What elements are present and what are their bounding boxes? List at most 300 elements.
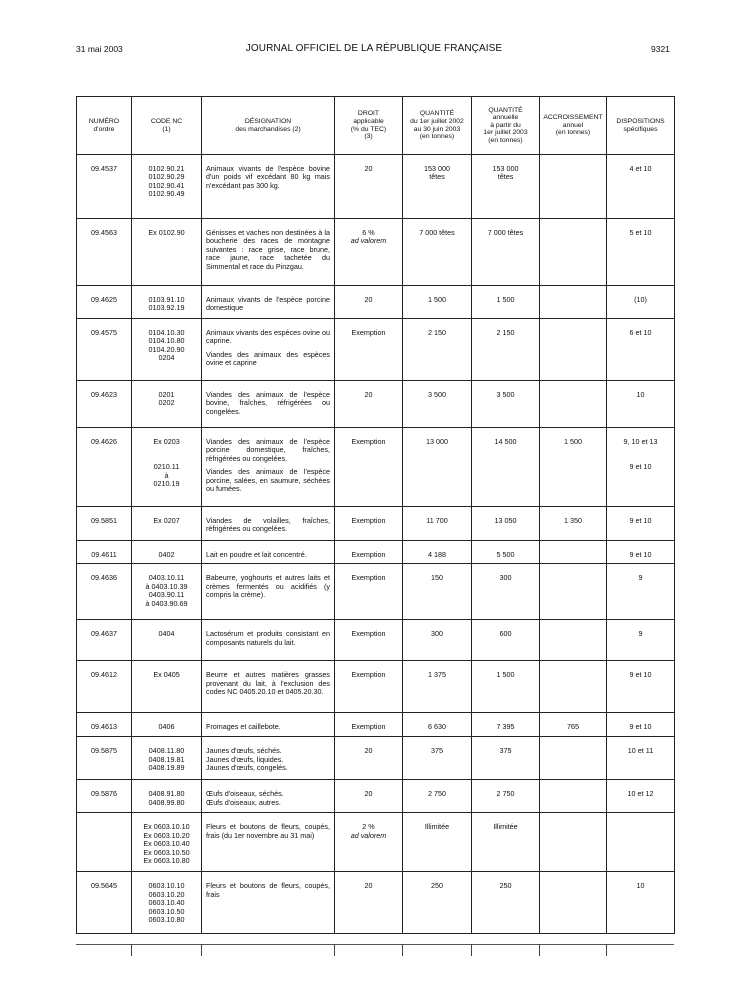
col-numero-header xyxy=(77,97,132,155)
annual-increase: 1 500 xyxy=(564,437,582,446)
header-line: (en tonnes) xyxy=(488,136,523,144)
table-row xyxy=(77,155,675,219)
increase-cell xyxy=(540,428,607,507)
annual-increase xyxy=(540,219,606,233)
nc-code-cell xyxy=(132,713,202,737)
column-divider xyxy=(471,944,472,956)
quantity-annual-cell xyxy=(472,813,540,872)
quantity-2002-cell xyxy=(403,286,472,319)
nc-code: 0408.91.80 xyxy=(148,789,185,799)
specific-provisions xyxy=(607,507,674,529)
provisions-cell xyxy=(607,319,675,381)
nc-code: 0408.11.80 xyxy=(148,746,185,756)
nc-code: à 0403.10.39 xyxy=(145,581,188,591)
provision-value: 9 et 10 xyxy=(629,462,652,472)
order-number-cell xyxy=(77,155,132,219)
duty-value: Exemption xyxy=(351,516,386,525)
header-line: DROIT xyxy=(357,110,380,118)
nc-code: Ex 0102.90 xyxy=(148,228,185,237)
increase-cell xyxy=(540,381,607,428)
increase-cell xyxy=(540,155,607,219)
nc-code: 0603.10.80 xyxy=(148,915,185,925)
quantity-2002-cell xyxy=(403,872,472,934)
designation xyxy=(202,286,334,317)
nc-code-cell xyxy=(132,286,202,319)
duty-value: 20 xyxy=(364,881,373,891)
increase-cell xyxy=(540,564,607,620)
quantity-annual xyxy=(472,219,539,241)
provisions-cell xyxy=(607,780,675,813)
table-row xyxy=(77,507,675,541)
nc-code: Ex 0603.10.20 xyxy=(143,830,190,840)
order-number-cell xyxy=(77,507,132,541)
nc-code: Ex 0603.10.10 xyxy=(143,822,190,832)
nc-code: 0408.19.81 xyxy=(148,754,185,764)
designation-cell xyxy=(202,286,335,319)
quantity-annual xyxy=(472,507,539,529)
designation-cell xyxy=(202,620,335,661)
increase-cell xyxy=(540,219,607,286)
provisions-cell xyxy=(607,155,675,219)
specific-provisions xyxy=(607,737,674,759)
designation xyxy=(202,319,334,372)
quantity-annual xyxy=(472,286,539,308)
provisions-cell xyxy=(607,219,675,286)
header-line: NUMÉRO xyxy=(88,117,120,125)
quantity-annual xyxy=(472,780,539,802)
nc-code-cell xyxy=(132,813,202,872)
nc-code: Ex 0603.10.50 xyxy=(143,847,190,857)
nc-code: Ex 0203 xyxy=(153,437,180,446)
nc-code: Ex 0405 xyxy=(153,670,180,680)
quantity-value: 7 000 têtes xyxy=(487,228,524,237)
quantity-annual xyxy=(472,541,539,563)
nc-code-list xyxy=(132,381,201,412)
specific-provisions xyxy=(607,872,674,894)
header-line: (3) xyxy=(364,133,373,141)
duty xyxy=(335,620,402,642)
duty-cell xyxy=(335,813,403,872)
nc-code-list xyxy=(132,713,201,735)
designation xyxy=(202,780,334,811)
designation-paragraph: Lactosérum et produits consistant en composants naturels du lait. xyxy=(206,629,330,647)
quantity-value: 7 395 xyxy=(496,722,515,732)
table-row xyxy=(77,219,675,286)
header-line: du 1er juillet 2002 xyxy=(410,117,464,125)
designation xyxy=(202,428,334,497)
increase-cell xyxy=(540,661,607,713)
provision-value: 10 xyxy=(636,390,645,399)
order-number: 09.4537 xyxy=(91,164,117,173)
duty-value: Exemption xyxy=(351,328,386,337)
quantity-annual xyxy=(472,661,539,683)
designation-paragraph: Génisses et vaches non destinées à la boucherie des races de montagne suivantes : race grise, race brune, race jaune, race tachetée du Simmental et race du Pinzgau. xyxy=(206,228,330,271)
quantity-2002 xyxy=(403,780,471,802)
duty-value: 6 % xyxy=(362,228,375,237)
increase-cell xyxy=(540,286,607,319)
designation-paragraph: Fleurs et boutons de fleurs, coupés, frais xyxy=(206,881,330,899)
col-code-nc-header xyxy=(132,97,202,155)
duty-value: Exemption xyxy=(351,670,386,680)
quantity-2002 xyxy=(403,620,471,642)
specific-provisions xyxy=(607,713,674,735)
designation-paragraph: Fleurs et boutons de fleurs, coupés, frais (du 1er novembre au 31 mai) xyxy=(206,822,330,840)
duty-value: ad valorem xyxy=(350,236,387,246)
column-divider xyxy=(539,944,540,956)
nc-code: 0402 xyxy=(158,550,175,559)
quantity-2002 xyxy=(403,872,471,894)
duty-cell xyxy=(335,541,403,564)
quantity-value: 375 xyxy=(499,746,512,756)
increase-cell xyxy=(540,872,607,934)
designation-cell xyxy=(202,661,335,713)
nc-code: 0406 xyxy=(158,722,175,732)
header-line: QUANTITÉ xyxy=(419,110,455,118)
nc-code-list xyxy=(132,507,201,529)
duty-cell xyxy=(335,713,403,737)
order-number-cell xyxy=(77,541,132,564)
designation-cell xyxy=(202,381,335,428)
order-number: 09.4637 xyxy=(91,629,117,639)
increase-cell xyxy=(540,620,607,661)
nc-code-cell xyxy=(132,541,202,564)
order-number-cell xyxy=(77,564,132,620)
nc-code: 0103.91.10 xyxy=(148,295,185,304)
designation-paragraph: Animaux vivants de l'espèce porcine domestique xyxy=(206,295,330,313)
provisions-cell xyxy=(607,813,675,872)
specific-provisions xyxy=(607,780,674,802)
quantity-value: Illimitée xyxy=(493,822,518,832)
provisions-cell xyxy=(607,737,675,780)
specific-provisions xyxy=(607,661,674,683)
order-number-cell xyxy=(77,620,132,661)
order-number-cell xyxy=(77,428,132,507)
duty-value: Exemption xyxy=(351,573,386,583)
quantity-annual-cell xyxy=(472,381,540,428)
nc-code: 0102.90.41 xyxy=(148,180,185,190)
designation xyxy=(202,564,334,603)
quantity-value: 14 500 xyxy=(494,437,517,446)
specific-provisions xyxy=(607,564,674,586)
quantity-value: têtes xyxy=(429,172,445,182)
nc-code-cell xyxy=(132,155,202,219)
duty-value: 20 xyxy=(364,390,373,399)
order-number-cell xyxy=(77,381,132,428)
nc-code-cell xyxy=(132,620,202,661)
specific-provisions xyxy=(607,155,674,177)
designation xyxy=(202,381,334,420)
column-divider xyxy=(201,944,202,956)
quantity-annual xyxy=(472,155,539,186)
table-continuation-rule xyxy=(76,944,674,945)
designation-paragraph: Lait en poudre et lait concentré. xyxy=(206,550,307,559)
provision-value: 9 et 10 xyxy=(629,516,652,525)
annual-increase xyxy=(540,780,606,794)
designation-line: Jaunes d'œufs, séchés. xyxy=(206,746,282,756)
table-row xyxy=(77,428,675,507)
duty-value: ad valorem xyxy=(350,830,387,840)
quantity-value: 4 188 xyxy=(428,550,446,559)
header-line: à partir du xyxy=(490,121,521,129)
column-divider xyxy=(606,944,607,956)
quantity-2002 xyxy=(403,564,471,586)
increase-cell xyxy=(540,541,607,564)
header-line: QUANTITÉ xyxy=(488,106,523,114)
quantity-annual xyxy=(472,564,539,586)
annual-increase xyxy=(540,564,606,578)
designation-cell xyxy=(202,319,335,381)
quantity-2002-cell xyxy=(403,620,472,661)
quantity-value: 13 050 xyxy=(494,516,517,525)
provisions-cell xyxy=(607,381,675,428)
duty-value: Exemption xyxy=(351,722,386,732)
table-row xyxy=(77,286,675,319)
duty xyxy=(335,813,402,844)
annual-increase: 765 xyxy=(567,722,579,732)
designation-paragraph: Viandes des animaux de l'espèce porcine, salées, en saumure, séchées ou fumées. xyxy=(206,467,330,494)
nc-code: 0603.10.40 xyxy=(148,898,185,908)
provision-value: 9 xyxy=(638,573,643,583)
duty-value: Exemption xyxy=(351,629,386,639)
duty-cell xyxy=(335,507,403,541)
header-date: 31 mai 2003 xyxy=(76,44,123,54)
order-number: 09.4623 xyxy=(91,390,117,399)
nc-code-list xyxy=(132,620,201,642)
header-line: (en tonnes) xyxy=(419,133,455,141)
table-row xyxy=(77,381,675,428)
designation-cell xyxy=(202,737,335,780)
specific-provisions xyxy=(607,286,674,308)
order-number-cell xyxy=(77,286,132,319)
designation xyxy=(202,541,334,563)
duty xyxy=(335,780,402,802)
quantity-value: 3 500 xyxy=(428,390,446,399)
quantity-value: 1 375 xyxy=(428,670,446,680)
quantity-value: 250 xyxy=(431,881,443,891)
annual-increase xyxy=(540,319,606,333)
nc-code-list xyxy=(132,286,201,317)
duty-value: 20 xyxy=(364,789,373,799)
designation-cell xyxy=(202,428,335,507)
provision-value: 5 et 10 xyxy=(629,228,652,237)
designation-paragraph: Babeurre, yoghourts et autres laits et crèmes fermentés ou acidifiés (y compris la crème). xyxy=(206,573,330,600)
nc-code-cell xyxy=(132,381,202,428)
designation-cell xyxy=(202,155,335,219)
page-header xyxy=(0,42,748,58)
nc-code-cell xyxy=(132,661,202,713)
quantity-value: 153 000 xyxy=(492,164,519,173)
nc-code-cell xyxy=(132,428,202,507)
quantity-2002-cell xyxy=(403,780,472,813)
order-number-cell xyxy=(77,872,132,934)
quantity-2002 xyxy=(403,713,471,735)
duty-cell xyxy=(335,286,403,319)
designation-cell xyxy=(202,872,335,934)
quantity-annual-cell xyxy=(472,713,540,737)
header-line: ACCROISSEMENT xyxy=(543,114,603,122)
provisions-cell xyxy=(607,286,675,319)
specific-provisions xyxy=(607,541,674,563)
quantity-value: 13 000 xyxy=(426,437,448,446)
designation xyxy=(202,661,334,700)
duty-cell xyxy=(335,737,403,780)
nc-code: 0204 xyxy=(158,353,175,363)
designation-paragraph: Viandes des animaux de l'espèce porcine domestique, fraîches, réfrigérées ou congelées. xyxy=(206,437,330,463)
quantity-value: 600 xyxy=(499,629,512,639)
quantity-value: Illimitée xyxy=(424,822,450,832)
quantity-value: 1 500 xyxy=(496,670,515,680)
duty xyxy=(335,155,402,177)
increase-cell xyxy=(540,813,607,872)
column-divider xyxy=(334,944,335,956)
annual-increase xyxy=(540,620,606,634)
quantity-value: 1 500 xyxy=(428,295,446,304)
header-line: DÉSIGNATION xyxy=(244,117,292,125)
duty xyxy=(335,737,402,759)
table-body xyxy=(77,155,675,934)
quantity-2002-cell xyxy=(403,219,472,286)
designation-cell xyxy=(202,219,335,286)
header-line: CODE NC xyxy=(150,117,183,125)
nc-code-list xyxy=(132,428,201,492)
duty xyxy=(335,661,402,683)
order-number: 09.4611 xyxy=(91,550,117,559)
quantity-annual-cell xyxy=(472,219,540,286)
annual-increase xyxy=(540,381,606,395)
annual-increase xyxy=(540,813,606,827)
designation-cell xyxy=(202,541,335,564)
journal-title: JOURNAL OFFICIEL DE LA RÉPUBLIQUE FRANÇAISE xyxy=(245,43,503,54)
nc-code: à 0403.90.69 xyxy=(145,598,188,608)
nc-code: 0408.19.89 xyxy=(148,763,185,773)
header-line: (% du TEC) xyxy=(350,125,387,133)
quantity-2002 xyxy=(403,155,471,186)
quantity-2002 xyxy=(403,737,471,759)
order-number-cell xyxy=(77,780,132,813)
table-row xyxy=(77,813,675,872)
nc-code: Ex 0603.10.80 xyxy=(143,856,190,866)
quantity-2002 xyxy=(403,286,471,308)
nc-code: 0102.90.21 xyxy=(148,164,185,173)
provision-value: 10 et 11 xyxy=(627,746,654,756)
order-number: 09.4613 xyxy=(91,722,117,732)
quantity-annual xyxy=(472,381,539,403)
designation-cell xyxy=(202,564,335,620)
nc-code-cell xyxy=(132,737,202,780)
designation-line: Œufs d'oiseaux, séchés. xyxy=(206,789,284,799)
quantity-value: 250 xyxy=(499,881,512,891)
order-number: 09.5875 xyxy=(91,746,117,756)
duty xyxy=(335,428,402,450)
provisions-cell xyxy=(607,507,675,541)
quantity-annual-cell xyxy=(472,428,540,507)
nc-code-list xyxy=(132,661,201,683)
quantity-value: 6 630 xyxy=(428,722,446,732)
nc-code-cell xyxy=(132,219,202,286)
nc-code: 0403.10.11 xyxy=(148,573,185,583)
provisions-cell xyxy=(607,541,675,564)
quantity-2002 xyxy=(403,381,471,403)
nc-code: 0603.10.50 xyxy=(148,906,185,916)
quantity-2002-cell xyxy=(403,661,472,713)
quantity-annual-cell xyxy=(472,620,540,661)
header-line: spécifiques xyxy=(623,125,658,133)
nc-code: 0202 xyxy=(158,398,175,408)
quantity-value: 7 000 têtes xyxy=(419,228,455,237)
quantity-annual xyxy=(472,872,539,894)
duty-cell xyxy=(335,155,403,219)
duty xyxy=(335,541,402,563)
designation-cell xyxy=(202,507,335,541)
nc-code: 0603.10.20 xyxy=(148,889,185,899)
col-accroissement-header xyxy=(540,97,607,155)
duty xyxy=(335,872,402,894)
quantity-value: 300 xyxy=(431,629,443,639)
duty-value: Exemption xyxy=(351,437,386,446)
col-quantite-2002-header xyxy=(403,97,472,155)
annual-increase xyxy=(540,155,606,169)
duty xyxy=(335,381,402,403)
quantity-value: têtes xyxy=(497,172,514,182)
nc-code: 0102.90.29 xyxy=(148,172,185,182)
quantity-annual-cell xyxy=(472,872,540,934)
table-row xyxy=(77,713,675,737)
quantity-2002 xyxy=(403,507,471,529)
nc-code: Ex 0207 xyxy=(153,516,180,525)
nc-code-list xyxy=(132,780,201,811)
quantity-annual xyxy=(472,737,539,759)
quantity-annual-cell xyxy=(472,541,540,564)
order-number-cell xyxy=(77,737,132,780)
duty-value: 20 xyxy=(364,164,373,173)
quantity-annual xyxy=(472,319,539,341)
order-number: 09.4575 xyxy=(91,328,117,337)
quantity-value: 150 xyxy=(431,573,443,583)
designation-line: Œufs d'oiseaux, autres. xyxy=(206,797,281,807)
duty-cell xyxy=(335,319,403,381)
order-number: 09.5876 xyxy=(91,789,117,799)
nc-code: 0201 xyxy=(158,390,175,399)
quantity-value: 11 700 xyxy=(426,516,448,525)
quantity-value: 2 150 xyxy=(496,328,515,337)
duty xyxy=(335,564,402,586)
nc-code: 0102.90.49 xyxy=(148,189,185,199)
nc-code: 0210.11 xyxy=(153,462,180,472)
specific-provisions xyxy=(607,219,674,241)
header-line: des marchandises (2) xyxy=(235,125,301,133)
table-row xyxy=(77,661,675,713)
header-line: d'ordre xyxy=(93,125,115,133)
designation xyxy=(202,155,334,194)
increase-cell xyxy=(540,737,607,780)
quantity-2002-cell xyxy=(403,381,472,428)
nc-code-list xyxy=(132,155,201,203)
quantity-2002 xyxy=(403,813,471,835)
annual-increase xyxy=(540,661,606,675)
quantity-2002-cell xyxy=(403,813,472,872)
provision-value: 9 xyxy=(638,629,643,639)
designation xyxy=(202,507,334,538)
nc-code-cell xyxy=(132,319,202,381)
header-line: 1er juillet 2003 xyxy=(483,129,528,137)
nc-code: 0210.19 xyxy=(153,479,180,489)
nc-code-list xyxy=(132,872,201,928)
order-number: 09.4563 xyxy=(91,228,117,237)
quantity-annual-cell xyxy=(472,661,540,713)
col-designation-header xyxy=(202,97,335,155)
annual-increase xyxy=(540,872,606,886)
nc-code: 0404 xyxy=(158,629,175,639)
